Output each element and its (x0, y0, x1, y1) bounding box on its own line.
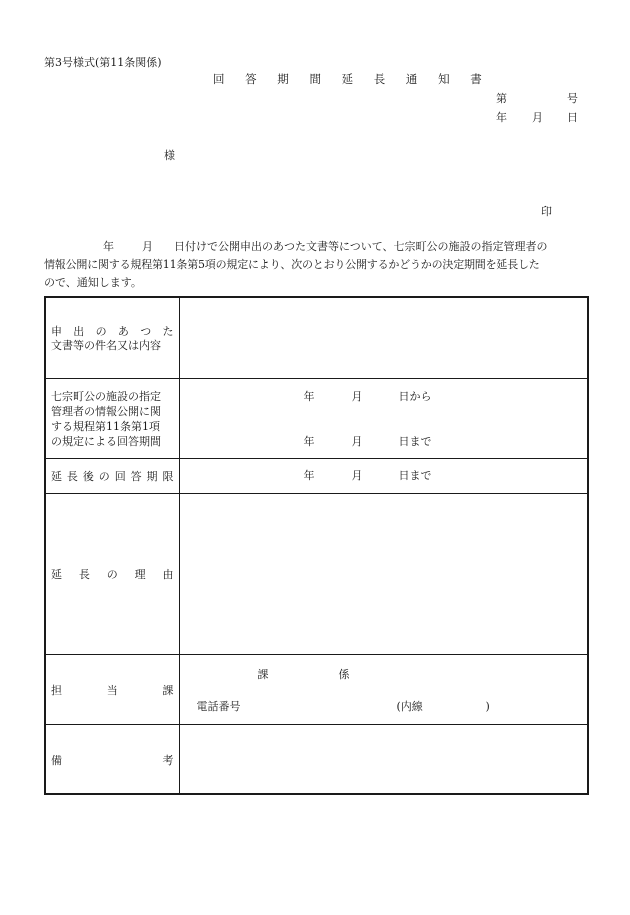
doc-number-suffix: 号 (567, 92, 578, 105)
label-document-subject-line-2: 文書等の件名又は内容 (51, 339, 161, 352)
label-answer-period: 七宗町公の施設の指定 管理者の情報公開に関 する規程第11条第1項 の規定による回答期間 (45, 378, 179, 458)
period-from-year: 年 (303, 389, 315, 403)
period-to-year: 年 (303, 434, 315, 448)
paragraph-line-3: ので、通知します。 (44, 276, 142, 289)
row-department (45, 654, 588, 724)
date-month: 月 (532, 111, 543, 124)
period-to-month: 月 (351, 434, 363, 448)
row-answer-period (45, 378, 588, 458)
subsection-label: 係 (338, 667, 350, 681)
label-department: 担 当 課 (45, 654, 179, 724)
addressee-honorific: 様 (164, 149, 175, 162)
date-year: 年 (496, 111, 507, 124)
deadline-month: 月 (351, 468, 363, 482)
extension-open: (内線 (396, 699, 423, 713)
extension-close: ) (485, 699, 490, 713)
label-extension-reason: 延 長 の 理 由 (45, 493, 179, 654)
paragraph-year: 年 (103, 240, 114, 253)
seal-mark: 印 (541, 205, 552, 218)
period-from-month: 月 (351, 389, 363, 403)
value-remarks[interactable] (179, 724, 588, 794)
section-label: 課 (257, 667, 269, 681)
label-document-subject-line-1: 申 出 の あ つ た (51, 325, 174, 338)
notice-paragraph (44, 238, 589, 292)
date-day: 日 (567, 111, 578, 124)
doc-number-prefix: 第 (496, 92, 507, 105)
period-from-day: 日から (398, 389, 432, 403)
paragraph-line-2: 情報公開に関する規程第11条第5項の規定により、次のとおり公開するかどうかの決定期間を延長した (44, 258, 540, 271)
phone-label: 電話番号 (196, 699, 241, 713)
row-extension-reason (45, 493, 588, 654)
notice-form-table (44, 296, 589, 795)
paragraph-month: 月 (142, 240, 153, 253)
paragraph-line-1 (44, 238, 589, 256)
row-extended-deadline (45, 458, 588, 493)
value-answer-period[interactable] (179, 378, 588, 458)
form-number: 第3号様式(第11条関係) (44, 56, 162, 69)
document-title: 回 答 期 間 延 長 通 知 書 (213, 72, 491, 86)
value-extension-reason[interactable] (179, 493, 588, 654)
value-document-subject[interactable] (179, 297, 588, 378)
paragraph-line-1-text: 日付けで公開申出のあつた文書等について、七宗町公の施設の指定管理者の (174, 240, 548, 253)
label-remarks: 備 考 (45, 724, 179, 794)
row-remarks (45, 724, 588, 794)
label-document-subject (45, 297, 179, 378)
period-to-day: 日まで (398, 434, 432, 448)
row-document-subject (45, 297, 588, 378)
value-extended-deadline[interactable] (179, 458, 588, 493)
deadline-day: 日まで (398, 468, 432, 482)
deadline-year: 年 (303, 468, 315, 482)
value-department[interactable] (179, 654, 588, 724)
label-extended-deadline: 延 長 後 の 回 答 期 限 (45, 458, 179, 493)
